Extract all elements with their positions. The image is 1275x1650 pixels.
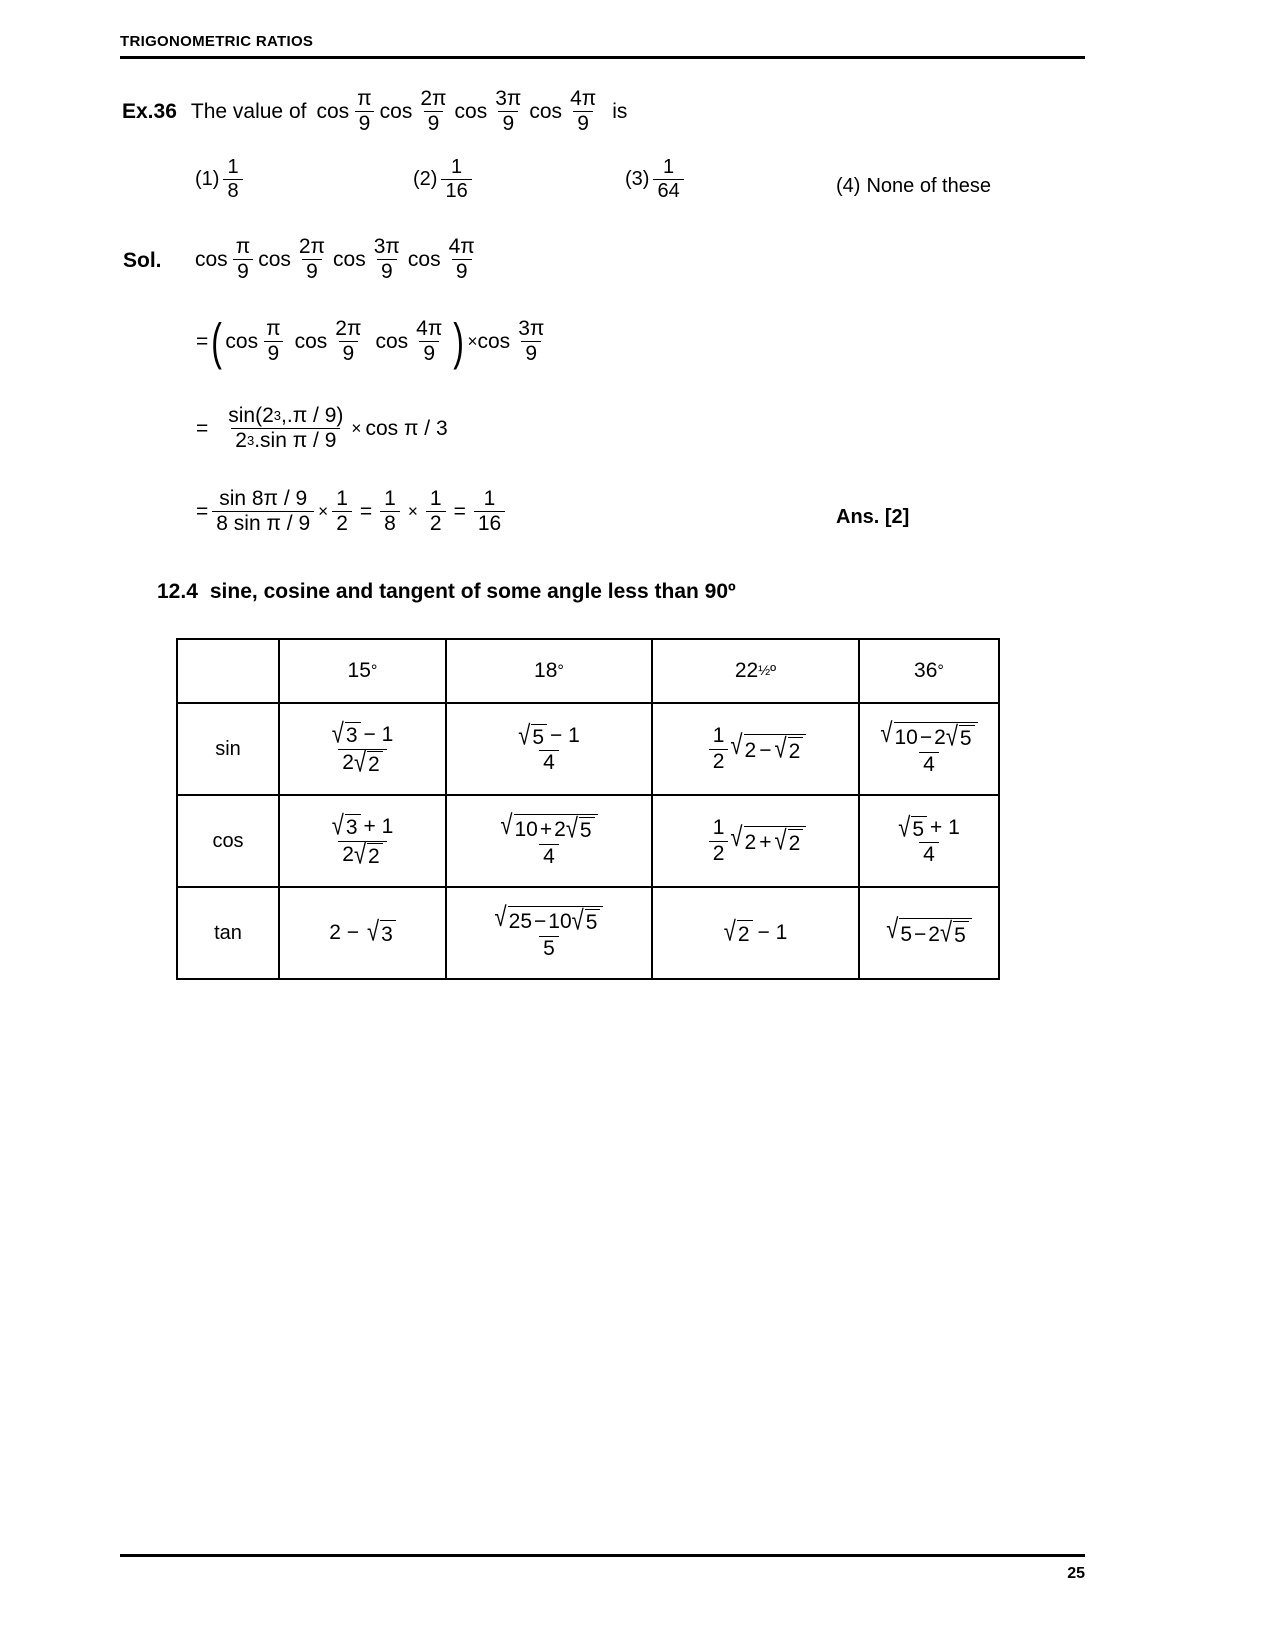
fraction-denominator: 16	[441, 179, 471, 202]
sqrt-icon	[880, 717, 977, 753]
header-divider	[120, 56, 1085, 59]
fraction-denominator: 9	[424, 111, 444, 135]
radical-glyph: √	[723, 914, 736, 947]
denominator-tail: .sin π / 9	[254, 429, 337, 453]
radicand-operator: −	[759, 738, 772, 762]
radicand	[514, 813, 598, 845]
option-value-fraction	[441, 157, 471, 202]
angle-value: 22	[734, 659, 759, 682]
value-expression	[860, 796, 998, 886]
fraction	[876, 717, 981, 776]
fraction-numerator: 1	[429, 487, 442, 510]
fraction-denominator: 5	[539, 936, 559, 960]
fraction-numerator	[328, 810, 398, 842]
fraction-denominator	[338, 838, 386, 870]
fraction-3pi-9	[514, 318, 548, 365]
radicand: 2	[737, 920, 753, 947]
option-1[interactable]	[195, 157, 247, 202]
fraction-numerator	[514, 719, 584, 751]
radicand: 3	[345, 722, 361, 747]
fraction-denominator: 9	[264, 341, 284, 365]
radical-glyph: √	[880, 717, 893, 749]
radicand-coefficient: 2	[928, 922, 940, 946]
radical-glyph: √	[331, 810, 344, 842]
radical-glyph: √	[945, 721, 958, 753]
fraction-numerator: 1	[712, 816, 725, 840]
sqrt-icon	[500, 809, 597, 845]
cell-tan-15	[279, 887, 446, 979]
times-sign-2: ×	[407, 501, 418, 522]
equals-sign-2: =	[359, 499, 373, 523]
denominator-coefficient: 2	[342, 843, 354, 866]
fraction-denominator: 9	[377, 259, 397, 283]
cell-cos-36	[859, 795, 999, 887]
sqrt-icon	[518, 719, 547, 751]
radicand: 3	[380, 920, 396, 947]
radical-glyph: √	[366, 914, 380, 947]
sqrt-icon	[898, 811, 927, 843]
option-marker: (1)	[195, 168, 220, 190]
radical-glyph: √	[730, 821, 743, 853]
cos-token-2: cos	[379, 99, 413, 123]
fraction-numerator: 4π	[570, 87, 597, 110]
fraction-numerator: 2π	[335, 317, 362, 340]
radicand-coefficient: 10	[548, 909, 572, 933]
sqrt-icon	[353, 746, 383, 778]
radicand-first: 2	[744, 830, 757, 854]
radicand: 5	[911, 816, 927, 841]
radicand-coefficient: 2	[554, 817, 566, 841]
fraction-numerator	[894, 811, 964, 843]
radical-glyph: √	[774, 824, 787, 856]
angle-value: 18	[534, 659, 558, 682]
inner-radicand: 2	[788, 829, 804, 856]
section-heading	[157, 580, 736, 604]
fraction-numerator: 3π	[495, 87, 522, 110]
radical-glyph: √	[898, 811, 911, 843]
numerator-head: sin(2	[228, 404, 274, 427]
fraction-numerator: π	[235, 235, 251, 258]
fraction-pi-9	[262, 318, 285, 365]
value-expression	[653, 796, 858, 886]
fraction-1-8	[380, 488, 400, 535]
fraction-numerator	[496, 809, 601, 845]
equals-sign: =	[196, 329, 209, 353]
fraction-denominator: 9	[521, 341, 541, 365]
radical-glyph: √	[939, 916, 953, 948]
table-header-15deg	[279, 639, 446, 703]
inner-sqrt-icon	[774, 824, 803, 856]
numerator-rest: + 1	[930, 816, 960, 840]
option-marker: (3)	[625, 168, 650, 190]
value-expression	[653, 888, 858, 978]
option-3[interactable]	[625, 157, 688, 202]
table-row-tan	[177, 887, 999, 979]
equals-sign-3: =	[453, 499, 466, 523]
angle-label: 15 °	[347, 659, 378, 682]
fraction	[496, 809, 601, 868]
solution-line-4	[196, 488, 509, 535]
radical-glyph: √	[518, 719, 531, 751]
radicand-operator: −	[534, 909, 547, 933]
fraction-denominator: 2	[332, 511, 352, 535]
inner-sqrt-icon	[571, 905, 601, 937]
answer-label: Ans. [2]	[836, 506, 910, 528]
fraction-numerator: π	[266, 317, 281, 340]
table-row-sin	[177, 703, 999, 795]
value-expression	[447, 704, 651, 794]
cos-token-3: cos	[454, 99, 488, 123]
fraction-denominator: 8	[380, 511, 400, 535]
radicand: 2	[367, 843, 383, 868]
angle-value: 15	[347, 659, 371, 682]
sine-ratio-fraction	[224, 405, 347, 452]
fraction-denominator: 4	[919, 752, 939, 776]
row-label-cell-tan	[177, 887, 279, 979]
page-number: 25	[1067, 1565, 1085, 1582]
corner-label	[178, 640, 278, 702]
option-value-fraction	[653, 157, 683, 202]
radicand	[744, 734, 807, 764]
value-expression	[653, 704, 858, 794]
fraction-denominator: 9	[452, 259, 472, 283]
radicand-first: 2	[744, 738, 757, 762]
radical-glyph: √	[571, 905, 584, 937]
row-label-cell-cos	[177, 795, 279, 887]
inner-radicand: 5	[585, 909, 601, 934]
cell-cos-18	[446, 795, 652, 887]
fraction-4pi-9	[445, 236, 479, 283]
inner-radicand: 5	[579, 817, 595, 842]
solution-label: Sol.	[123, 249, 162, 272]
fraction-numerator: 1	[336, 487, 348, 510]
table-header-18deg	[446, 639, 652, 703]
angle-label: 18 °	[534, 659, 564, 682]
value-expression	[447, 796, 651, 886]
cell-tan-22half	[652, 887, 859, 979]
table-row-cos	[177, 795, 999, 887]
fraction-numerator: 1	[663, 156, 675, 178]
fraction-numerator: 4π	[416, 317, 443, 340]
denominator-base: 2	[235, 429, 247, 453]
value-expression	[860, 704, 998, 794]
cell-tan-36	[859, 887, 999, 979]
fraction-denominator: 9	[573, 111, 593, 135]
option-4[interactable]	[836, 175, 991, 198]
fraction-3pi-9-a	[491, 88, 525, 135]
fraction-denominator: 2	[709, 749, 729, 773]
inner-sqrt-icon	[565, 813, 595, 845]
radicand-operator: −	[914, 922, 927, 946]
sqrt-icon	[730, 821, 806, 856]
inner-sqrt-icon	[774, 732, 803, 764]
value-expression	[447, 888, 651, 978]
numerator-rest: − 1	[550, 724, 580, 748]
cos-token-4: cos	[477, 329, 511, 353]
value-expression	[280, 704, 445, 794]
fraction-denominator: 2	[426, 511, 446, 535]
radicand-operator: +	[759, 830, 772, 854]
inner-radicand: 2	[788, 737, 804, 764]
cos-token-2: cos	[294, 329, 328, 353]
row-label: tan	[214, 921, 242, 944]
header-title: TRIGONOMETRIC RATIOS	[120, 33, 314, 50]
value-expression	[860, 888, 998, 978]
fraction-numerator: 2π	[420, 87, 447, 110]
angle-value: 36	[914, 659, 938, 682]
solution-line-2	[196, 312, 552, 371]
sqrt-icon	[331, 810, 361, 842]
table-header-22half-deg	[652, 639, 859, 703]
cell-tan-18	[446, 887, 652, 979]
table-corner-cell	[177, 639, 279, 703]
angle-label: 36 °	[914, 659, 944, 682]
fraction-numerator: π	[357, 87, 372, 110]
fraction-pi-9	[232, 236, 255, 283]
fraction	[328, 810, 398, 870]
numerator-tail: ,.π / 9)	[281, 404, 344, 427]
radicand	[899, 918, 971, 948]
fraction-denominator	[338, 746, 386, 778]
fraction-denominator: 4	[539, 750, 559, 774]
radical-glyph: √	[494, 901, 507, 933]
table-header-36deg	[859, 639, 999, 703]
radicand-operator: +	[539, 817, 553, 841]
sqrt-icon	[353, 838, 383, 870]
value-expression	[280, 888, 445, 978]
fraction-numerator: 1	[384, 487, 396, 510]
radical-glyph: √	[331, 718, 344, 750]
footer-divider	[120, 1554, 1085, 1557]
fraction-denominator: 8	[223, 179, 242, 202]
fraction	[328, 718, 398, 778]
row-label-cell-sin	[177, 703, 279, 795]
section-title: sine, cosine and tangent of some angle less than 90º	[209, 580, 736, 603]
fraction-denominator: 9	[339, 341, 359, 365]
expression-suffix: − 1	[757, 921, 788, 944]
fraction-numerator	[491, 901, 608, 937]
radicand-first: 10	[514, 817, 538, 841]
fraction-2pi-9-a	[416, 88, 450, 135]
section-number: 12.4	[157, 580, 198, 603]
radicand-coefficient: 2	[934, 725, 946, 749]
example-label: Ex.36	[122, 99, 177, 123]
fraction-denominator: 9	[498, 111, 518, 135]
open-paren: (	[211, 312, 223, 371]
times-sign-1: ×	[318, 501, 329, 522]
solution-line-1	[195, 236, 483, 283]
option-marker: (2)	[413, 168, 438, 190]
fraction-1-2-b	[426, 488, 446, 535]
fraction-denominator: 9	[419, 341, 439, 365]
solution-line-3	[196, 405, 448, 452]
sqrt-icon	[494, 901, 604, 937]
fraction-numerator: 4π	[448, 235, 475, 258]
cell-cos-15	[279, 795, 446, 887]
numerator-rest: − 1	[363, 722, 394, 746]
fraction-numerator: 1	[712, 724, 725, 748]
fraction-denominator: 64	[653, 179, 683, 202]
radical-glyph: √	[886, 913, 899, 945]
equals-sign-1: =	[196, 499, 209, 523]
angle-label: 22 ½ º	[734, 659, 777, 682]
cos-token-3: cos	[333, 247, 366, 271]
fraction-numerator: 1	[483, 487, 496, 510]
radicand	[744, 826, 807, 856]
radicand: 3	[345, 814, 361, 839]
fraction-numerator: 3π	[373, 235, 400, 258]
radicand-first: 5	[900, 922, 913, 946]
radical-glyph: √	[353, 746, 367, 778]
times-sign: ×	[351, 418, 362, 439]
fraction-4pi-9-a	[566, 88, 600, 135]
sqrt-icon	[730, 729, 806, 764]
fraction-3pi-9	[370, 236, 404, 283]
fraction-numerator: sin 8π / 9	[219, 487, 308, 510]
radical-glyph: √	[730, 729, 743, 761]
fraction-1-16	[474, 488, 505, 535]
times-sign: ×	[467, 331, 478, 352]
inner-radicand: 5	[953, 921, 969, 948]
cell-sin-18	[446, 703, 652, 795]
option-2[interactable]	[413, 157, 476, 202]
fraction-denominator: 2 3 .sin π / 9	[231, 428, 340, 452]
radicand: 5	[531, 724, 547, 749]
page-header	[120, 34, 1085, 59]
option-value-fraction	[223, 157, 242, 202]
radical-glyph: √	[353, 838, 367, 870]
example-stem-prefix: The value of	[190, 99, 307, 123]
radical-glyph: √	[565, 813, 578, 845]
fraction-numerator	[328, 718, 398, 750]
cos-token-4: cos	[407, 247, 441, 271]
cell-sin-15	[279, 703, 446, 795]
sqrt-icon	[331, 718, 361, 750]
cos-token-1: cos	[195, 247, 228, 271]
equals-sign: =	[196, 416, 209, 440]
expression-prefix: 2 −	[329, 921, 359, 944]
radicand-first: 10	[894, 725, 918, 749]
option-text: None of these	[866, 175, 991, 197]
fraction-numerator: 1	[451, 156, 463, 178]
example-stem-tail: is	[612, 99, 628, 123]
fraction-denominator: 8 sin π / 9	[212, 511, 314, 535]
fraction-numerator: 2π	[298, 235, 326, 258]
coefficient-fraction	[709, 725, 729, 772]
cell-sin-22half	[652, 703, 859, 795]
fraction-denominator: 4	[539, 844, 559, 868]
close-paren: )	[453, 312, 465, 371]
radicand-first: 25	[508, 909, 533, 933]
table-header-row	[177, 639, 999, 703]
trig-ratio-table	[176, 638, 1000, 980]
radical-glyph: √	[500, 809, 513, 841]
cell-sin-36	[859, 703, 999, 795]
inner-radicand: 5	[959, 725, 975, 750]
fraction-4pi-9	[412, 318, 446, 365]
example-question-line	[122, 88, 627, 135]
sqrt-icon	[366, 914, 396, 947]
fraction-2pi-9	[295, 236, 329, 283]
radicand: 2	[367, 751, 383, 776]
option-marker: (4)	[836, 175, 861, 197]
cell-cos-22half	[652, 795, 859, 887]
fraction-numerator: 1	[227, 156, 239, 178]
cos-pi-over-3: cos π / 3	[365, 416, 448, 440]
fraction-2pi-9	[331, 318, 365, 365]
fraction-pi-9-a	[353, 88, 376, 135]
radicand-operator: −	[919, 725, 933, 749]
cos-token-3: cos	[375, 329, 409, 353]
value-expression	[280, 796, 445, 886]
cos-token-1: cos	[316, 99, 350, 123]
fraction-sin8pi9-over-8sinpi9	[212, 488, 314, 535]
fraction-denominator: 9	[233, 259, 253, 283]
fraction-denominator: 16	[474, 511, 505, 535]
radical-glyph: √	[774, 732, 787, 764]
radicand	[508, 905, 604, 937]
fraction-denominator: 9	[302, 259, 322, 283]
question-expression	[316, 88, 604, 135]
fraction-numerator: sin(2 3 ,.π / 9)	[228, 404, 344, 427]
sqrt-icon	[723, 914, 753, 947]
denominator-coefficient: 2	[342, 751, 354, 774]
radicand	[894, 721, 978, 753]
coefficient-fraction	[709, 817, 729, 864]
fraction-1-2-a	[332, 488, 352, 535]
cos-token-2: cos	[258, 247, 291, 271]
cos-token-4: cos	[529, 99, 563, 123]
fraction	[514, 719, 584, 774]
sqrt-icon	[886, 913, 972, 948]
fraction-denominator: 9	[355, 111, 375, 135]
row-label: cos	[212, 829, 244, 852]
fraction-numerator: 3π	[518, 317, 545, 340]
fraction	[491, 901, 608, 960]
cos-token-1: cos	[225, 329, 259, 353]
numerator-rest: + 1	[363, 814, 394, 838]
inner-sqrt-icon	[939, 916, 969, 948]
fraction-numerator	[876, 717, 981, 753]
page-footer	[120, 1554, 1085, 1583]
fraction-denominator: 4	[919, 842, 939, 866]
row-label: sin	[215, 737, 241, 760]
fraction-denominator: 2	[709, 841, 729, 865]
inner-sqrt-icon	[945, 721, 975, 753]
fraction	[894, 811, 964, 866]
